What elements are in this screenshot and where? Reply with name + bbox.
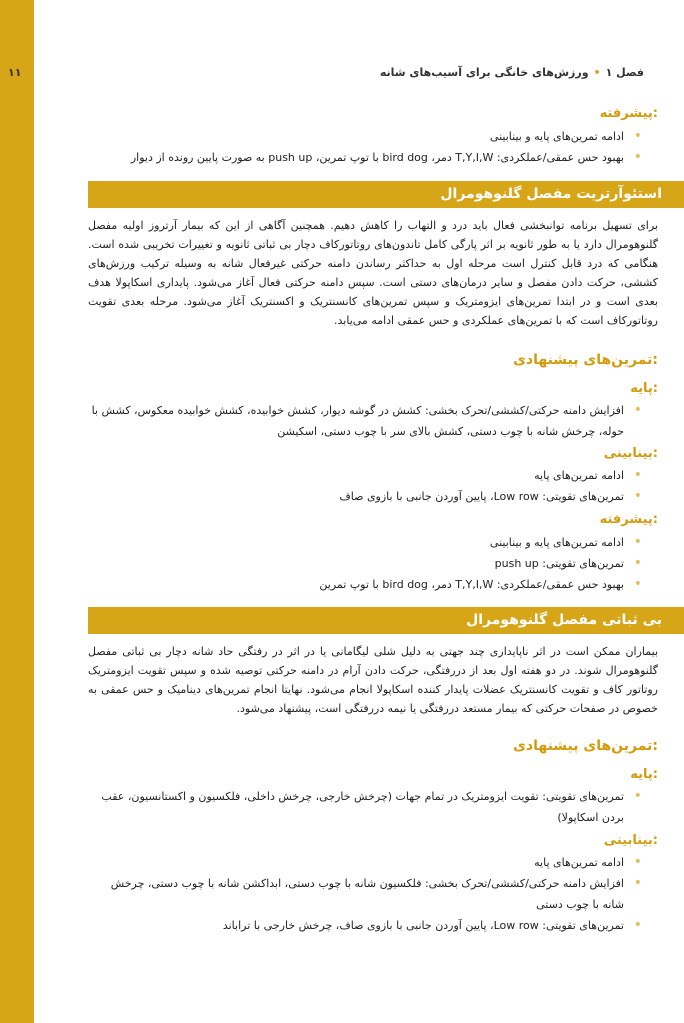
subheading-basic-2: پایه:: [630, 767, 658, 782]
chapter-label: فصل ۱: [605, 66, 644, 79]
list-item: • افزایش دامنه حرکتی/کششی/تحرک بخشی: کشش در گوشه دیوار، کشش خوابیده، کشش خوابیده معکوس، کشش با حوله، چرخش شانه با چوب دستی، کشش بالای سر با چوب دستی، اسکیشن: [88, 400, 644, 442]
paragraph-instability: بیماران ممکن است در اثر ناپایداری چند جهتی به دلیل شلی لیگامانی یا در اثر در رفتگی حاد شانه دچار بی ثباتی مفصل گلنوهومرال شوند. در دو هفته اول بعد از دررفتگی، حرکت دادن آرام در دامنه حرکتی توصیه شده و سپس تقویت ایزومتریک روتاتور کاف و تقویت کانسنتریک عضلات پایدار کننده اسکاپولا انجام می‌شود. نهایتا انجام تمرین‌های دینامیک و حس عمقی به خصوص در صفحات حرکتی که بیمار مستعد دررفتگی یا نیمه دررفتگی است، پیشنهاد می‌شود.: [88, 645, 658, 715]
page-number: ۱۱: [8, 66, 22, 79]
list-item: • تمرین‌های تقویتی: Low row، پایین آوردن جانبی با بازوی صاف: [88, 486, 644, 507]
list-item: • افزایش دامنه حرکتی/کششی/تحرک بخشی: فلکسیون شانه با چوب دستی، ابداکشن شانه با چوب دستی، چرخش شانه با چوب دستی: [88, 873, 644, 915]
section-banner-osteoarthritis: استئوآرتریت مفصل گلنوهومرال: [88, 181, 684, 208]
list-basic-1: [88, 400, 644, 442]
list-item: • تمرین‌های تقویتی: تقویت ایزومتریک در تمام جهات (چرخش خارجی، چرخش داخلی، فلکسیون و اکستانسیون، عقب بردن اسکاپولا): [88, 786, 644, 828]
subheading-advanced-top: پیشرفته:: [599, 106, 658, 121]
list-item: • ادامه تمرین‌های پایه و بینابینی: [88, 532, 644, 553]
list-basic-2: [88, 786, 644, 828]
subheading-intermediate-2: بینابینی:: [603, 833, 658, 848]
list-intermediate-1: [88, 465, 644, 507]
subheading-basic-1: پایه:: [630, 381, 658, 396]
heading-suggested-exercises-1: تمرین‌های پیشنهادی:: [513, 352, 658, 368]
list-item: • تمرین‌های تقویتی: Low row، پایین آوردن جانبی با بازوی صاف، چرخش خارجی با تراباند: [88, 915, 644, 936]
list-item: • تمرین‌های تقویتی: push up: [88, 553, 644, 574]
separator-dot-icon: •: [593, 66, 601, 79]
list-item: • ادامه تمرین‌های پایه: [88, 465, 644, 486]
side-accent-bar: [0, 0, 34, 1023]
paragraph-osteoarthritis: برای تسهیل برنامه توانبخشی فعال باید درد و التهاب را کاهش دهیم. همچنین آگاهی از این که بیمار آرتروز اولیه مفصل گلنوهومرال دارد یا به طور ثانویه بر اثر پارگی کامل تاندون‌های روتاتورکاف دچار بی ثباتی ثانویه و تغییرات تخریبی شده است. هنگامی که درد قابل کنترل است مرحله اول به حداکثر رساندن دامنه حرکتی غیرفعال شانه به وسیله ترکیب ورزش‌های کششی، حرکت دادن مفصل و سایر درمان‌های دستی است. سپس دامنه حرکتی فعال آغاز می‌شود. پایداری اسکاپولا هدف بعدی است و در ابتدا تمرین‌های ایزومتریک و سپس تمرین‌های کانسنتریک و اکسنتریک آغاز می‌شود. مرحله بعدی تقویت روتاتورکاف است که با تمرین‌های عملکردی و حس عمقی ادامه می‌یابد.: [88, 219, 658, 327]
list-item: • ادامه تمرین‌های پایه و بینابینی: [88, 126, 644, 147]
list-item: • ادامه تمرین‌های پایه: [88, 852, 644, 873]
chapter-title: ورزش‌های خانگی برای آسیب‌های شانه: [379, 66, 589, 79]
subheading-intermediate-1: بینابینی:: [603, 446, 658, 461]
heading-suggested-exercises-2: تمرین‌های پیشنهادی:: [513, 738, 658, 754]
list-intermediate-2: [88, 852, 644, 936]
section-banner-instability: بی ثباتی مفصل گلنوهومرال: [88, 607, 684, 634]
running-header: [0, 66, 644, 84]
chapter-heading: [380, 66, 644, 79]
list-item: • بهبود حس عمقی/عملکردی: T,Y,I,W دمر، bird dog با توپ تمرین، push up به صورت پایین رونده از دیوار: [88, 147, 644, 168]
list-advanced-top: [88, 126, 644, 168]
list-advanced-1: [88, 532, 644, 595]
list-item: • بهبود حس عمقی/عملکردی: T,Y,I,W دمر، bird dog با توپ تمرین: [88, 574, 644, 595]
subheading-advanced-1: پیشرفته:: [599, 512, 658, 527]
